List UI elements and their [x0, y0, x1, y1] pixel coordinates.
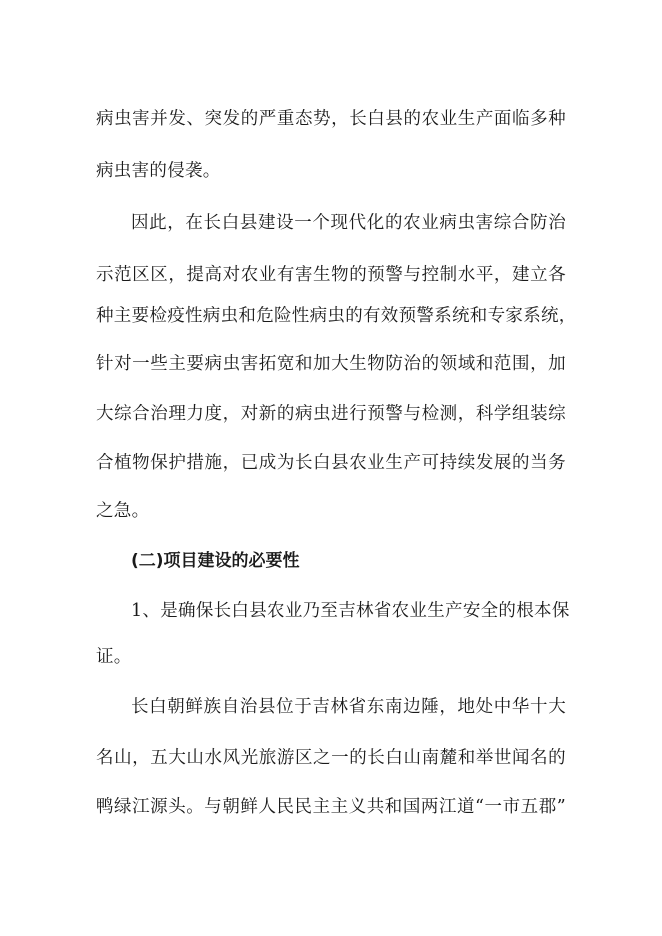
- paragraph-line: 种主要检疫性病虫和危险性病虫的有效预警系统和专家系统，: [96, 306, 577, 326]
- paragraph-line: 病虫害的侵袭。: [96, 161, 221, 181]
- paragraph-line: 病虫害并发、突发的严重态势，长白县的农业生产面临多种: [96, 109, 566, 129]
- paragraph-line: 示范区区，提高对农业有害生物的预警与控制水平，建立各: [96, 265, 566, 285]
- paragraph-line: 名山，五大山水风光旅游区之一的长白山南麓和举世闻名的: [96, 748, 566, 768]
- paragraph-line: 之急。: [96, 501, 150, 521]
- paragraph-line: 大综合治理力度，对新的病虫进行预警与检测，科学组装综: [96, 404, 566, 424]
- paragraph-line: 鸭绿江源头。与朝鲜人民民主主义共和国两江道“一市五郡”: [96, 797, 566, 817]
- paragraph-line: 长白朝鲜族自治县位于吉林省东南边陲，地处中华十大: [131, 697, 566, 717]
- section-heading: (二)项目建设的必要性: [131, 551, 300, 571]
- paragraph-line: 针对一些主要病虫害拓宽和加大生物防治的领域和范围，加: [96, 354, 566, 374]
- paragraph-line: 证。: [96, 647, 132, 667]
- paragraph-line: 合植物保护措施，已成为长白县农业生产可持续发展的当务: [96, 453, 566, 473]
- paragraph-line: 因此，在长白县建设一个现代化的农业病虫害综合防治: [131, 213, 566, 233]
- paragraph-line: 1、是确保长白县农业乃至吉林省农业生产安全的根本保: [131, 601, 570, 621]
